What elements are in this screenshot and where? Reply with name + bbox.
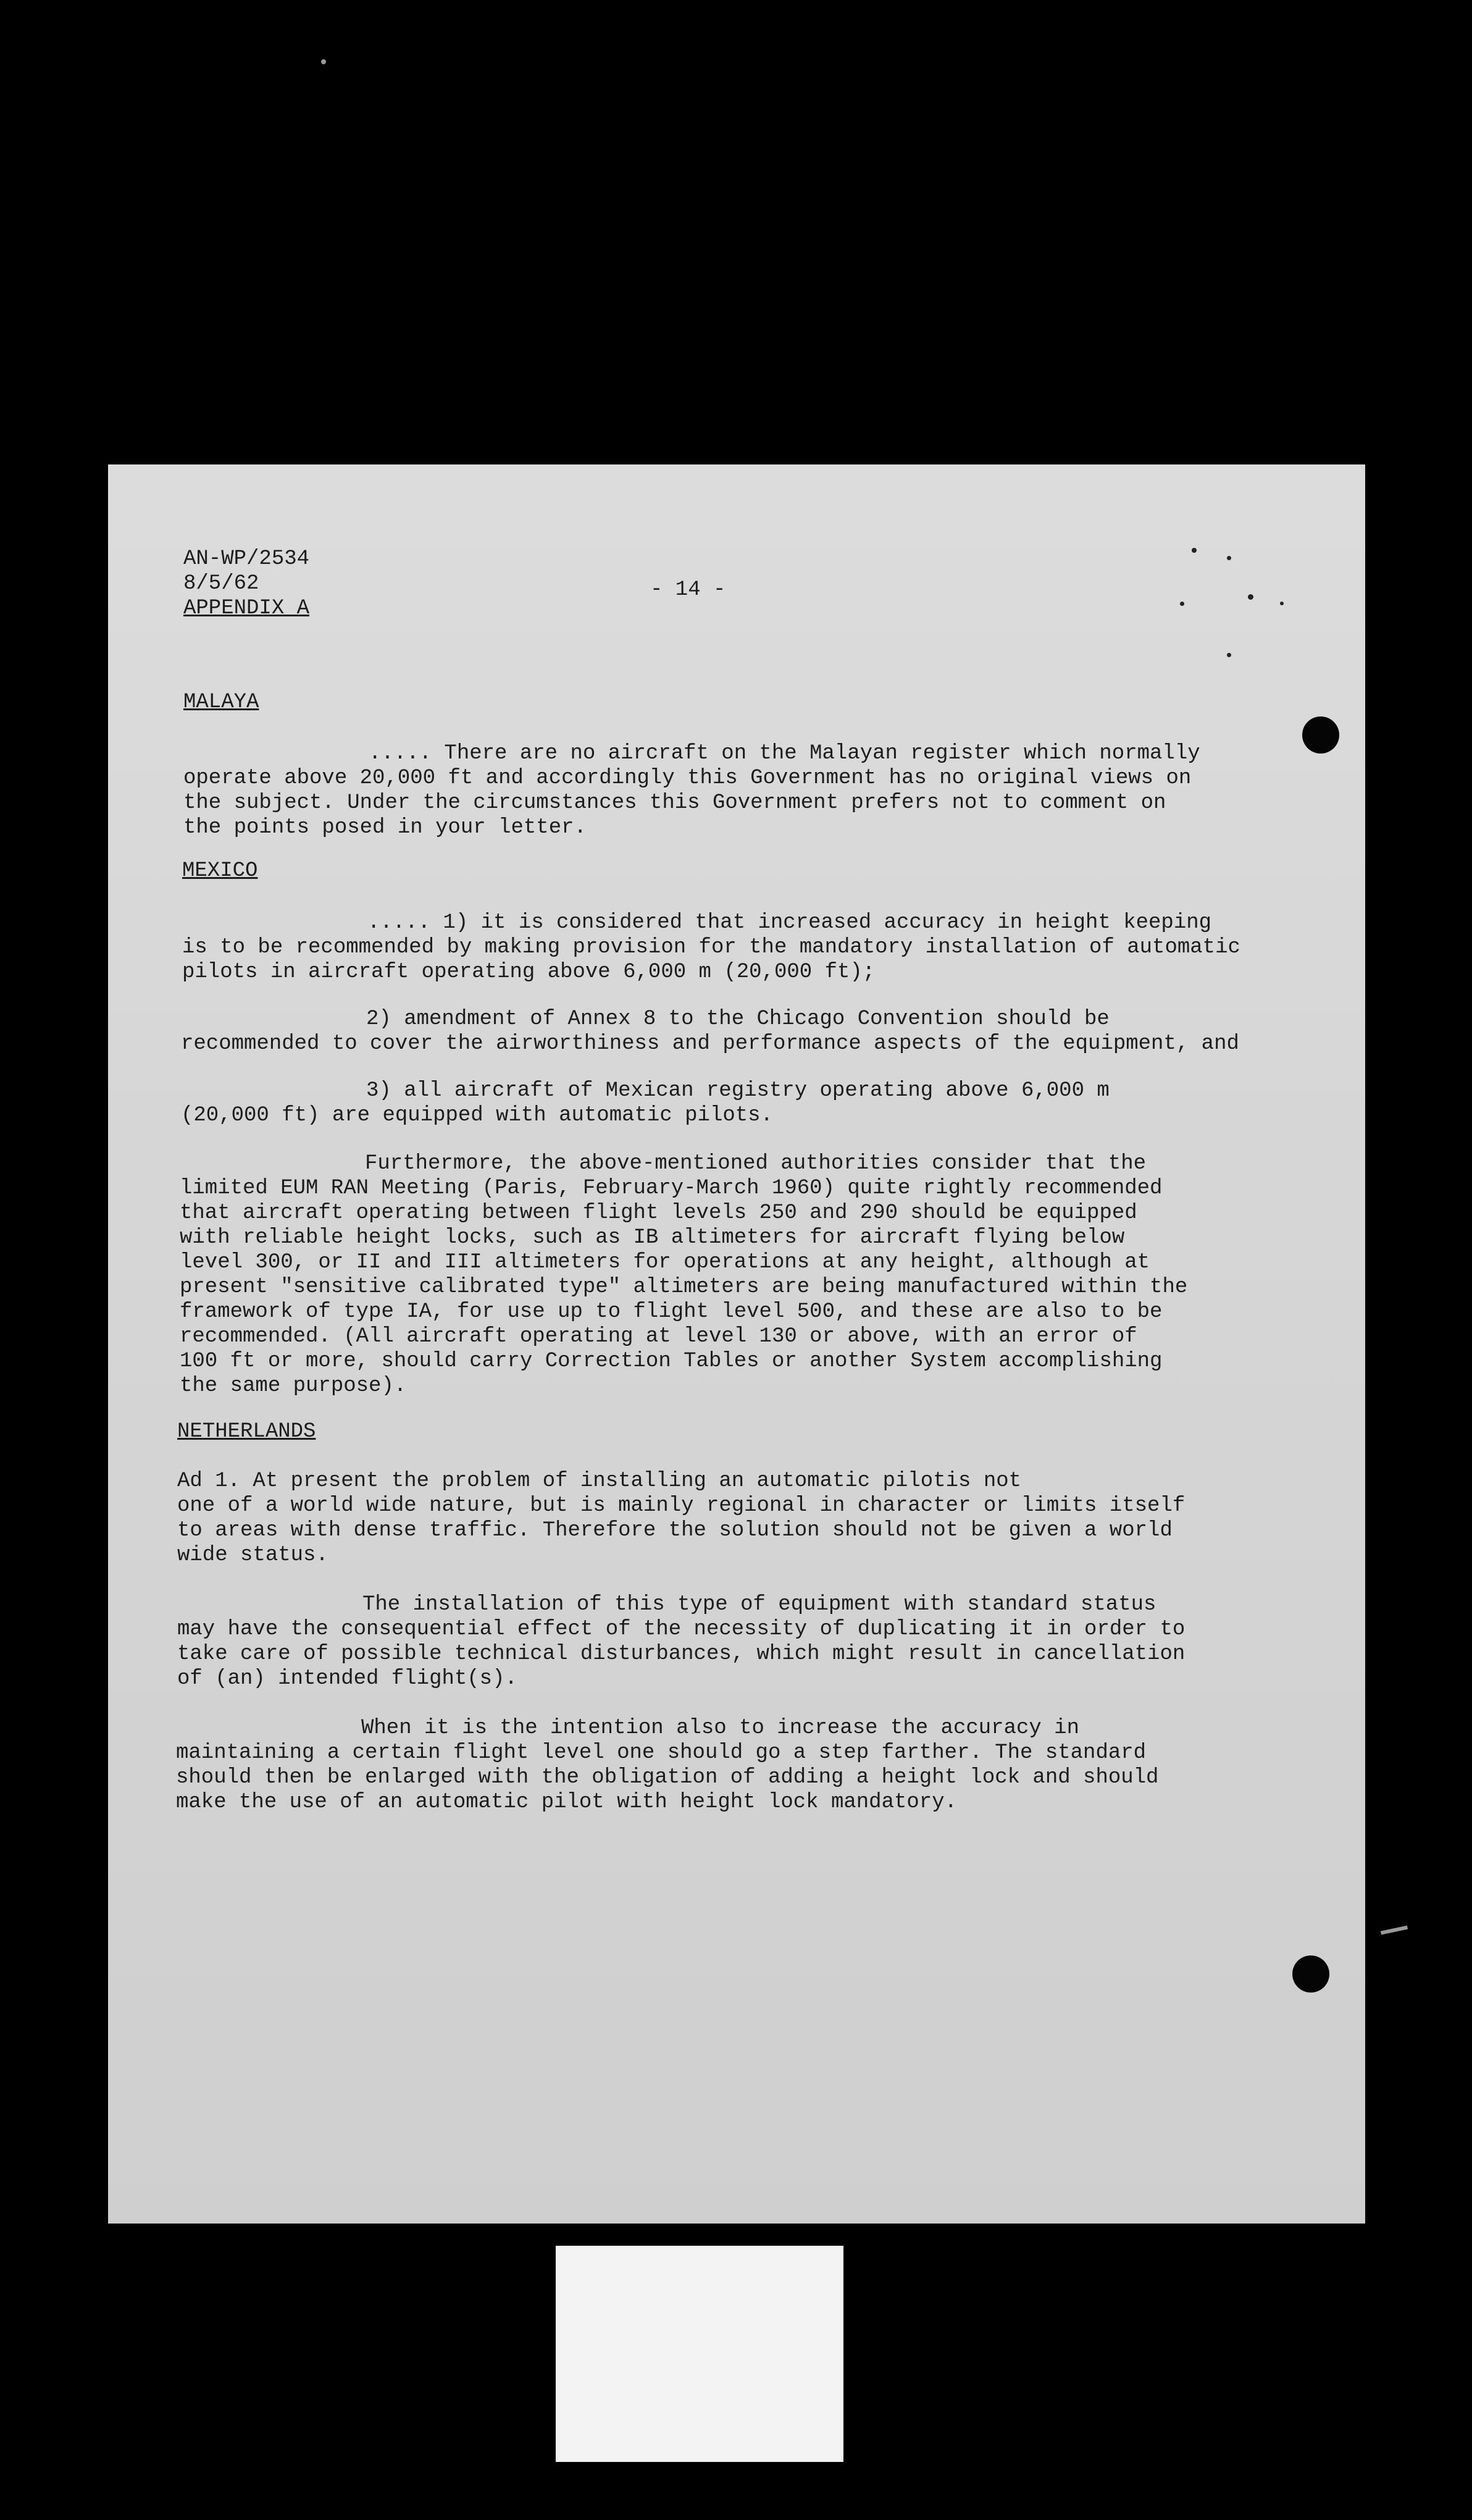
scan-speck (1227, 653, 1231, 657)
paragraph-line: make the use of an automatic pilot with height lock mandatory. (176, 1791, 958, 1814)
paragraph-line: ..... 1) it is considered that increased accuracy in height keeping (367, 911, 1212, 934)
paragraph-line: may have the consequential effect of the necessity of duplicating it in order to (177, 1618, 1186, 1641)
paragraph-line: present "sensitive calibrated type" altimeters are being manufactured within the (180, 1275, 1188, 1299)
paragraph-line: framework of type IA, for use up to flight level 500, and these are also to be (180, 1300, 1163, 1324)
paragraph-line: Ad 1. At present the problem of installing an automatic pilotis not (177, 1469, 1022, 1493)
paragraph-line: Furthermore, the above-mentioned authorities consider that the (365, 1152, 1147, 1175)
punch-hole (1292, 1955, 1329, 1993)
paragraph-line: (20,000 ft) are equipped with automatic pilots. (181, 1104, 773, 1127)
scan-mark (1381, 1925, 1408, 1934)
paragraph-mexico-item-3 (181, 1078, 1110, 1128)
paragraph-line: When it is the intention also to increase the accuracy in (361, 1716, 1079, 1740)
paragraph-line: should then be enlarged with the obligation of adding a height lock and should (176, 1766, 1159, 1789)
paragraph-line: 2) amendment of Annex 8 to the Chicago Convention should be (366, 1007, 1110, 1031)
page-number: - 14 - (650, 578, 726, 602)
paragraph-netherlands-ad1 (177, 1469, 1185, 1568)
paragraph-line: the subject. Under the circumstances this Government prefers not to comment on (183, 791, 1166, 815)
paragraph-line: ..... There are no aircraft on the Malayan register which normally (369, 742, 1200, 765)
paragraph-netherlands-installation (177, 1592, 1185, 1691)
document-reference: AN-WP/2534 (183, 547, 310, 571)
paragraph-line: the same purpose). (180, 1374, 407, 1398)
section-heading-netherlands: NETHERLANDS (177, 1420, 316, 1443)
paragraph-line: recommended. (All aircraft operating at level 130 or above, with an error of (180, 1325, 1137, 1348)
paragraph-line: is to be recommended by making provision for the mandatory installation of automatic (182, 936, 1240, 959)
paragraph-line: 100 ft or more, should carry Correction Tables or another System accomplishing (180, 1350, 1163, 1373)
appendix-label: APPENDIX A (183, 597, 310, 620)
scan-speck (1192, 548, 1197, 553)
scan-speck (1248, 594, 1253, 600)
paragraph-line: 3) all aircraft of Mexican registry operating above 6,000 m (366, 1079, 1110, 1102)
paragraph-line: the points posed in your letter. (183, 816, 587, 839)
paragraph-line: recommended to cover the airworthiness and performance aspects of the equipment, and (181, 1032, 1239, 1056)
paragraph-line: maintaining a certain flight level one should go a step farther. The standard (176, 1741, 1147, 1765)
paragraph-line: one of a world wide nature, but is mainly regional in character or limits itself (177, 1494, 1186, 1518)
paragraph-line: operate above 20,000 ft and accordingly this Government has no original views on (183, 766, 1192, 790)
paragraph-line: pilots in aircraft operating above 6,000 m (20,000 ft); (182, 960, 876, 984)
paragraph-netherlands-intention (176, 1716, 1158, 1815)
paragraph-line: wide status. (177, 1544, 328, 1567)
scan-mark (321, 59, 326, 64)
scan-speck (1227, 556, 1231, 560)
paragraph-line: of (an) intended flight(s). (177, 1667, 517, 1690)
punch-hole (1302, 716, 1339, 754)
paragraph-line: take care of possible technical disturbances, which might result in cancellation (177, 1642, 1186, 1666)
paragraph-line: that aircraft operating between flight levels 250 and 290 should be equipped (180, 1201, 1137, 1225)
paragraph-line: level 300, or II and III altimeters for operations at any height, although at (180, 1251, 1150, 1274)
document-page (108, 464, 1365, 2224)
paragraph-mexico-item-2 (181, 1007, 1239, 1056)
white-label-block (556, 2246, 843, 2462)
document-header (183, 547, 309, 621)
paragraph-line: with reliable height locks, such as IB altimeters for aircraft flying below (180, 1226, 1125, 1250)
paragraph-line: limited EUM RAN Meeting (Paris, February-March 1960) quite rightly recommended (180, 1177, 1163, 1200)
paragraph-malaya (183, 741, 1200, 840)
paragraph-mexico-furthermore (180, 1151, 1187, 1398)
section-heading-malaya: MALAYA (183, 691, 259, 714)
scan-speck (1280, 602, 1284, 605)
paragraph-line: to areas with dense traffic. Therefore the solution should not be given a world (177, 1519, 1173, 1542)
section-heading-mexico: MEXICO (182, 859, 258, 883)
paragraph-line: The installation of this type of equipment with standard status (362, 1593, 1156, 1616)
document-date: 8/5/62 (183, 572, 259, 595)
paragraph-mexico-item-1 (182, 910, 1240, 985)
scan-speck (1180, 602, 1184, 606)
